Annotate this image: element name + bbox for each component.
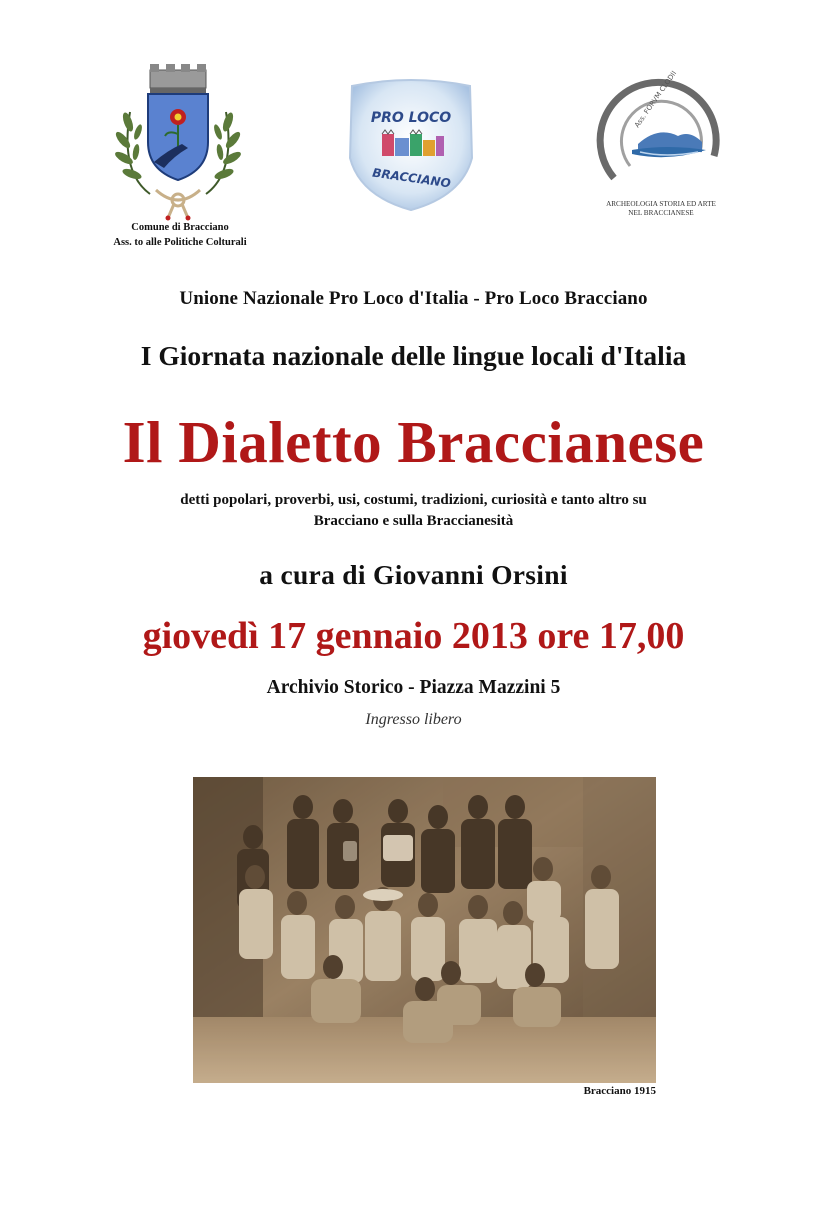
comune-name: Comune di Bracciano [131,222,229,233]
pro-loco-text-bottom: BRACCIANO [371,165,452,191]
subtitle [95,490,732,532]
pro-loco-shield-icon [342,78,480,214]
comune-department: Ass. to alle Politiche Colturali [113,237,247,248]
organizer-line: Unione Nazionale Pro Loco d'Italia - Pro Loco Bracciano [179,288,648,309]
page-title: Il Dialetto Braccianese [122,409,705,475]
event-name: I Giornata nazionale delle lingue locali d'Italia [140,340,687,371]
vintage-group-photo [193,777,656,1083]
curator-line: a cura di Giovanni Orsini [259,559,568,590]
forum-line2: NEL BRACCIANESE [628,209,694,217]
event-datetime: giovedì 17 gennaio 2013 ore 17,00 [142,615,685,657]
photo-caption: Bracciano 1915 [583,1085,656,1097]
forum-arc-text: Ass. FORVM CLODII [633,69,679,130]
forum-line1: ARCHEOLOGIA STORIA ED ARTE [606,200,716,208]
comune-coat-of-arms-icon [108,62,248,222]
subtitle-line-1: detti popolari, proverbi, usi, costumi, tradizioni, curiosità e tanto altro su [180,492,647,508]
pro-loco-text-top: PRO LOCO [370,110,452,126]
comune-caption [80,220,280,250]
entry-note: Ingresso libero [365,711,462,728]
subtitle-line-2: Bracciano e sulla Braccianesità [313,513,514,529]
event-venue: Archivio Storico - Piazza Mazzini 5 [266,677,561,698]
forum-clodii-logo-icon [586,66,736,228]
